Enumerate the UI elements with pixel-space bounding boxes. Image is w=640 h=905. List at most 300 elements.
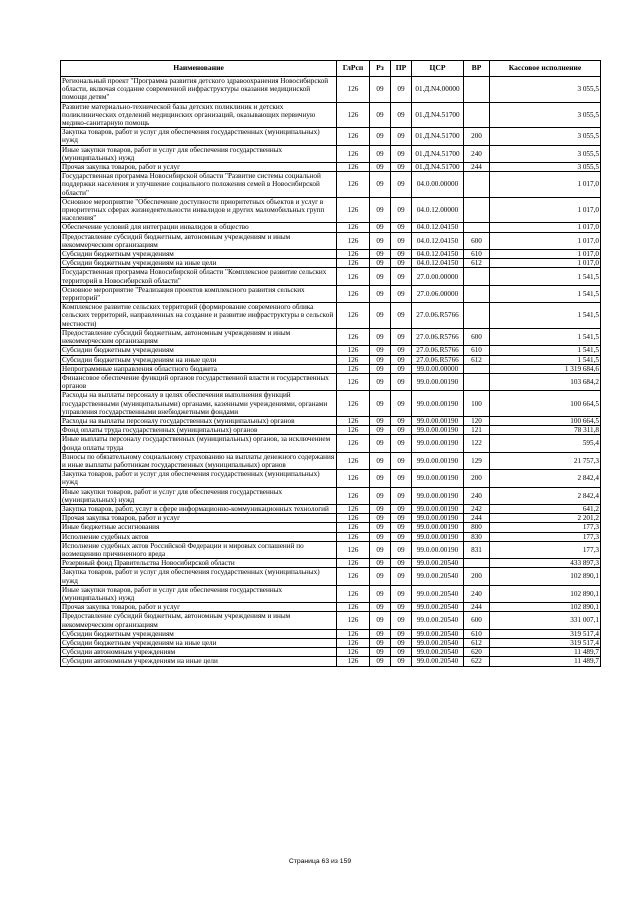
cell-name: Государственная программа Новосибирской области "Комплексное развитие сельских территорий в Новосибирской области" [61,268,337,285]
document-page [60,60,600,667]
table-row [61,657,601,666]
cell-name: Расходы на выплаты персоналу в целях обеспечения выполнения функций государственными (муниципальными) органами, казенными учреждениями, органами управления государственными внебюджетными фондами [61,391,337,417]
cell-vr [464,559,490,568]
cell-name: Закупка товаров, работ и услуг для обеспечения государственных (муниципальных) нужд [61,128,337,145]
cell-grs: 126 [337,435,370,452]
cell-csr: 27.0.06.R5766 [412,346,464,355]
cell-vr: 200 [464,128,490,145]
cell-amount: 641,2 [490,504,601,513]
cell-rz: 09 [370,639,391,648]
cell-csr: 04.0.12.04150 [412,259,464,268]
cell-vr: 200 [464,470,490,487]
cell-name: Развитие материально-технической базы детских поликлиник и детских поликлинических отделений медицинских организаций, оказывающих первичную медико-санитарную помощь [61,102,337,128]
cell-pr: 09 [391,232,412,249]
cell-csr: 04.0.12.04150 [412,223,464,232]
cell-grs: 126 [337,355,370,364]
cell-rz: 09 [370,128,391,145]
header-vr: ВР [464,61,490,77]
header-grs: ГлРсп [337,61,370,77]
cell-pr: 09 [391,470,412,487]
cell-vr: 242 [464,504,490,513]
cell-rz: 09 [370,426,391,435]
cell-vr [464,172,490,198]
cell-vr: 831 [464,541,490,558]
cell-amount: 3 055,5 [490,128,601,145]
cell-amount: 3 055,5 [490,163,601,172]
cell-grs: 126 [337,364,370,373]
cell-amount: 1 017,0 [490,197,601,223]
cell-vr [464,268,490,285]
cell-csr: 01.Д.N4.51700 [412,163,464,172]
cell-rz: 09 [370,470,391,487]
cell-csr: 99.0.00.00190 [412,373,464,390]
table-row [61,514,601,523]
cell-csr: 99.0.00.20540 [412,568,464,585]
cell-csr: 01.Д.N4.51700 [412,128,464,145]
cell-rz: 09 [370,77,391,103]
cell-amount: 102 890,1 [490,585,601,602]
table-body [61,77,601,667]
cell-grs: 126 [337,532,370,541]
cell-grs: 126 [337,504,370,513]
cell-rz: 09 [370,223,391,232]
cell-pr: 09 [391,648,412,657]
cell-rz: 09 [370,232,391,249]
cell-rz: 09 [370,416,391,425]
cell-csr: 27.0.06.R5766 [412,328,464,345]
cell-csr: 99.0.00.00190 [412,391,464,417]
cell-rz: 09 [370,355,391,364]
cell-name: Иные закупки товаров, работ и услуг для обеспечения государственных (муниципальных) нужд [61,585,337,602]
cell-csr: 99.0.00.00190 [412,514,464,523]
cell-amount: 102 890,1 [490,568,601,585]
cell-csr: 04.0.12.00000 [412,197,464,223]
cell-grs: 126 [337,223,370,232]
cell-vr [464,77,490,103]
table-row [61,364,601,373]
cell-csr: 27.0.00.00000 [412,268,464,285]
cell-amount: 2 842,4 [490,470,601,487]
table-row [61,232,601,249]
cell-pr: 09 [391,426,412,435]
cell-name: Основное мероприятие "Обеспечение доступности приоритетных объектов и услуг в приоритетных сферах жизнедеятельности инвалидов и других маломобильных групп населения" [61,197,337,223]
cell-rz: 09 [370,452,391,469]
cell-vr: 800 [464,523,490,532]
cell-amount: 1 319 684,6 [490,364,601,373]
cell-name: Исполнение судебных актов Российской Федерации и мировых соглашений по возмещению причиненного вреда [61,541,337,558]
cell-pr: 09 [391,373,412,390]
cell-name: Предоставление субсидий бюджетным, автономным учреждениям и иным некоммерческим организациям [61,328,337,345]
cell-amount: 11 489,7 [490,648,601,657]
cell-vr: 244 [464,163,490,172]
cell-name: Государственная программа Новосибирской области "Развитие системы социальной поддержки населения и улучшение социального положения семей в Новосибирской области" [61,172,337,198]
cell-pr: 09 [391,585,412,602]
table-row [61,268,601,285]
cell-name: Субсидии бюджетным учреждениям [61,346,337,355]
cell-csr: 99.0.00.00190 [412,523,464,532]
table-row [61,532,601,541]
cell-amount: 177,3 [490,523,601,532]
table-row [61,128,601,145]
cell-amount: 103 684,2 [490,373,601,390]
cell-vr: 600 [464,328,490,345]
cell-csr: 01.Д.N4.51700 [412,145,464,162]
cell-pr: 09 [391,504,412,513]
cell-vr: 240 [464,145,490,162]
table-row [61,259,601,268]
cell-amount: 78 311,8 [490,426,601,435]
cell-csr: 99.0.00.20540 [412,657,464,666]
cell-vr [464,197,490,223]
cell-name: Субсидии бюджетным учреждениям [61,250,337,259]
cell-grs: 126 [337,373,370,390]
table-row [61,416,601,425]
cell-csr: 99.0.00.00190 [412,532,464,541]
cell-rz: 09 [370,163,391,172]
cell-pr: 09 [391,102,412,128]
cell-name: Иные закупки товаров, работ и услуг для обеспечения государственных (муниципальных) нужд [61,145,337,162]
cell-amount: 1 017,0 [490,172,601,198]
table-row [61,426,601,435]
cell-csr: 99.0.00.00000 [412,364,464,373]
cell-amount: 1 541,5 [490,268,601,285]
cell-csr: 99.0.00.20540 [412,639,464,648]
header-amount: Кассовое исполнение [490,61,601,77]
cell-vr: 244 [464,514,490,523]
cell-name: Комплексное развитие сельских территорий (формирование современного облика сельских территорий, направленных на создание и развитие инфраструктуры в сельской местности) [61,303,337,329]
cell-amount: 1 017,0 [490,232,601,249]
cell-name: Закупка товаров, работ и услуг для обеспечения государственных (муниципальных) нужд [61,568,337,585]
cell-pr: 09 [391,250,412,259]
cell-pr: 09 [391,603,412,612]
cell-pr: 09 [391,259,412,268]
cell-grs: 126 [337,603,370,612]
cell-rz: 09 [370,629,391,638]
table-row [61,568,601,585]
page-footer [0,858,640,865]
cell-amount: 595,4 [490,435,601,452]
cell-name: Расходы на выплаты персоналу государственных (муниципальных) органов [61,416,337,425]
cell-rz: 09 [370,102,391,128]
cell-grs: 126 [337,612,370,629]
cell-amount: 102 890,1 [490,603,601,612]
cell-grs: 126 [337,145,370,162]
page-number: Страница 63 из 159 [288,858,352,865]
cell-vr: 120 [464,416,490,425]
cell-grs: 126 [337,128,370,145]
cell-grs: 126 [337,452,370,469]
cell-csr: 99.0.00.20540 [412,559,464,568]
cell-vr: 612 [464,639,490,648]
cell-name: Субсидии бюджетным учреждениям на иные цели [61,259,337,268]
cell-rz: 09 [370,285,391,302]
cell-amount: 21 757,3 [490,452,601,469]
cell-name: Обеспечение условий для интеграции инвалидов в общество [61,223,337,232]
header-pr: ПР [391,61,412,77]
cell-amount: 319 517,4 [490,629,601,638]
cell-grs: 126 [337,568,370,585]
cell-pr: 09 [391,568,412,585]
cell-grs: 126 [337,250,370,259]
cell-vr: 240 [464,487,490,504]
cell-vr: 600 [464,232,490,249]
cell-rz: 09 [370,391,391,417]
cell-rz: 09 [370,487,391,504]
cell-grs: 126 [337,285,370,302]
cell-name: Прочая закупка товаров, работ и услуг [61,163,337,172]
table-row [61,504,601,513]
table-row [61,523,601,532]
cell-vr: 610 [464,346,490,355]
table-row [61,470,601,487]
cell-vr: 612 [464,355,490,364]
cell-vr: 121 [464,426,490,435]
table-row [61,285,601,302]
header-rz: Рз [370,61,391,77]
cell-pr: 09 [391,657,412,666]
cell-vr: 830 [464,532,490,541]
cell-csr: 99.0.00.00190 [412,487,464,504]
table-row [61,197,601,223]
cell-pr: 09 [391,364,412,373]
table-row [61,77,601,103]
cell-pr: 09 [391,629,412,638]
table-row [61,487,601,504]
table-row [61,391,601,417]
table-row [61,603,601,612]
cell-csr: 27.0.06.R5766 [412,355,464,364]
cell-pr: 09 [391,128,412,145]
cell-name: Финансовое обеспечение функций органов государственной власти и государственных органов [61,373,337,390]
cell-name: Прочая закупка товаров, работ и услуг [61,514,337,523]
cell-grs: 126 [337,77,370,103]
cell-csr: 99.0.00.20540 [412,585,464,602]
cell-grs: 126 [337,426,370,435]
cell-amount: 1 541,5 [490,285,601,302]
cell-csr: 99.0.00.20540 [412,629,464,638]
cell-name: Взносы по обязательному социальному страхованию на выплаты денежного содержания и иные выплаты работникам государственных (муниципальных) органов [61,452,337,469]
table-row [61,303,601,329]
cell-pr: 09 [391,391,412,417]
cell-vr: 129 [464,452,490,469]
table-row [61,629,601,638]
cell-rz: 09 [370,435,391,452]
header-name: Наименование [61,61,337,77]
cell-grs: 126 [337,346,370,355]
cell-vr: 122 [464,435,490,452]
cell-rz: 09 [370,568,391,585]
table-row [61,585,601,602]
cell-csr: 99.0.00.00190 [412,541,464,558]
cell-vr: 244 [464,603,490,612]
cell-csr: 99.0.00.00190 [412,504,464,513]
cell-amount: 11 489,7 [490,657,601,666]
cell-amount: 3 055,5 [490,77,601,103]
cell-rz: 09 [370,346,391,355]
cell-vr: 600 [464,612,490,629]
cell-vr [464,285,490,302]
cell-pr: 09 [391,172,412,198]
cell-pr: 09 [391,559,412,568]
cell-rz: 09 [370,523,391,532]
cell-name: Предоставление субсидий бюджетным, автономным учреждениям и иным некоммерческим организациям [61,232,337,249]
cell-grs: 126 [337,514,370,523]
cell-rz: 09 [370,250,391,259]
cell-rz: 09 [370,612,391,629]
cell-amount: 1 541,5 [490,355,601,364]
cell-amount: 2 842,4 [490,487,601,504]
cell-csr: 99.0.00.00190 [412,435,464,452]
cell-pr: 09 [391,223,412,232]
cell-name: Субсидии бюджетным учреждениям [61,629,337,638]
table-row [61,223,601,232]
cell-pr: 09 [391,77,412,103]
cell-name: Предоставление субсидий бюджетным, автономным учреждениям и иным некоммерческим организациям [61,612,337,629]
cell-csr: 04.0.12.04150 [412,250,464,259]
budget-execution-table [60,60,601,667]
cell-rz: 09 [370,364,391,373]
cell-pr: 09 [391,523,412,532]
table-row [61,648,601,657]
cell-grs: 126 [337,559,370,568]
cell-amount: 177,3 [490,541,601,558]
cell-vr [464,102,490,128]
cell-pr: 09 [391,416,412,425]
cell-csr: 01.Д.N4.51700 [412,102,464,128]
cell-grs: 126 [337,470,370,487]
cell-amount: 331 007,1 [490,612,601,629]
cell-grs: 126 [337,303,370,329]
cell-rz: 09 [370,559,391,568]
cell-pr: 09 [391,303,412,329]
table-row [61,612,601,629]
cell-grs: 126 [337,391,370,417]
cell-csr: 01.Д.N4.00000 [412,77,464,103]
cell-amount: 100 664,5 [490,416,601,425]
cell-csr: 99.0.00.00190 [412,416,464,425]
cell-grs: 126 [337,639,370,648]
table-row [61,328,601,345]
cell-csr: 04.0.12.04150 [412,232,464,249]
cell-grs: 126 [337,268,370,285]
cell-csr: 27.0.06.R5766 [412,303,464,329]
cell-vr: 200 [464,568,490,585]
cell-vr: 100 [464,391,490,417]
cell-name: Закупка товаров, работ, услуг в сфере информационно-коммуникационных технологий [61,504,337,513]
cell-name: Иные выплаты персоналу государственных (муниципальных) органов, за исключением фонда оплаты труда [61,435,337,452]
cell-rz: 09 [370,657,391,666]
cell-vr [464,223,490,232]
cell-rz: 09 [370,603,391,612]
cell-rz: 09 [370,145,391,162]
cell-rz: 09 [370,585,391,602]
cell-csr: 99.0.00.20540 [412,648,464,657]
cell-csr: 99.0.00.00190 [412,452,464,469]
cell-grs: 126 [337,416,370,425]
cell-name: Субсидии бюджетным учреждениям на иные цели [61,355,337,364]
table-row [61,355,601,364]
cell-amount: 1 541,5 [490,303,601,329]
cell-grs: 126 [337,163,370,172]
cell-pr: 09 [391,163,412,172]
cell-grs: 126 [337,197,370,223]
table-row [61,559,601,568]
cell-pr: 09 [391,514,412,523]
table-row [61,172,601,198]
cell-grs: 126 [337,541,370,558]
cell-grs: 126 [337,328,370,345]
cell-pr: 09 [391,612,412,629]
cell-amount: 433 897,3 [490,559,601,568]
cell-csr: 27.0.06.00000 [412,285,464,302]
cell-name: Прочая закупка товаров, работ и услуг [61,603,337,612]
cell-name: Иные закупки товаров, работ и услуг для обеспечения государственных (муниципальных) нужд [61,487,337,504]
cell-csr: 99.0.00.00190 [412,470,464,487]
cell-amount: 1 017,0 [490,259,601,268]
table-row [61,163,601,172]
table-row [61,435,601,452]
table-row [61,346,601,355]
cell-grs: 126 [337,487,370,504]
cell-vr [464,373,490,390]
cell-grs: 126 [337,232,370,249]
cell-rz: 09 [370,268,391,285]
table-row [61,145,601,162]
cell-amount: 100 664,5 [490,391,601,417]
cell-name: Фонд оплаты труда государственных (муниципальных) органов [61,426,337,435]
cell-rz: 09 [370,197,391,223]
cell-amount: 2 201,2 [490,514,601,523]
header-csr: ЦСР [412,61,464,77]
cell-amount: 1 541,5 [490,328,601,345]
cell-name: Региональный проект "Программа развития детского здравоохранения Новосибирской области, включая создание современной инфраструктуры оказания медицинской помощи детям" [61,77,337,103]
cell-name: Непрограммные направления областного бюджета [61,364,337,373]
cell-csr: 99.0.00.20540 [412,612,464,629]
cell-name: Резервный фонд Правительства Новосибирской области [61,559,337,568]
cell-rz: 09 [370,172,391,198]
cell-grs: 126 [337,629,370,638]
cell-vr: 620 [464,648,490,657]
cell-amount: 319 517,4 [490,639,601,648]
cell-grs: 126 [337,523,370,532]
cell-name: Основное мероприятие "Реализация проектов комплексного развития сельских территорий" [61,285,337,302]
table-row [61,639,601,648]
cell-amount: 3 055,5 [490,145,601,162]
cell-grs: 126 [337,259,370,268]
cell-vr: 610 [464,250,490,259]
cell-grs: 126 [337,657,370,666]
cell-vr [464,364,490,373]
cell-name: Субсидии автономным учреждениям на иные цели [61,657,337,666]
cell-pr: 09 [391,355,412,364]
cell-pr: 09 [391,328,412,345]
cell-rz: 09 [370,303,391,329]
cell-pr: 09 [391,452,412,469]
cell-vr: 610 [464,629,490,638]
table-row [61,541,601,558]
cell-pr: 09 [391,145,412,162]
cell-grs: 126 [337,585,370,602]
cell-vr: 240 [464,585,490,602]
cell-name: Исполнение судебных актов [61,532,337,541]
table-row [61,250,601,259]
cell-pr: 09 [391,487,412,504]
cell-vr [464,303,490,329]
cell-rz: 09 [370,504,391,513]
cell-pr: 09 [391,639,412,648]
cell-name: Закупка товаров, работ и услуг для обеспечения государственных (муниципальных) нужд [61,470,337,487]
cell-name: Субсидии автономным учреждениям [61,648,337,657]
